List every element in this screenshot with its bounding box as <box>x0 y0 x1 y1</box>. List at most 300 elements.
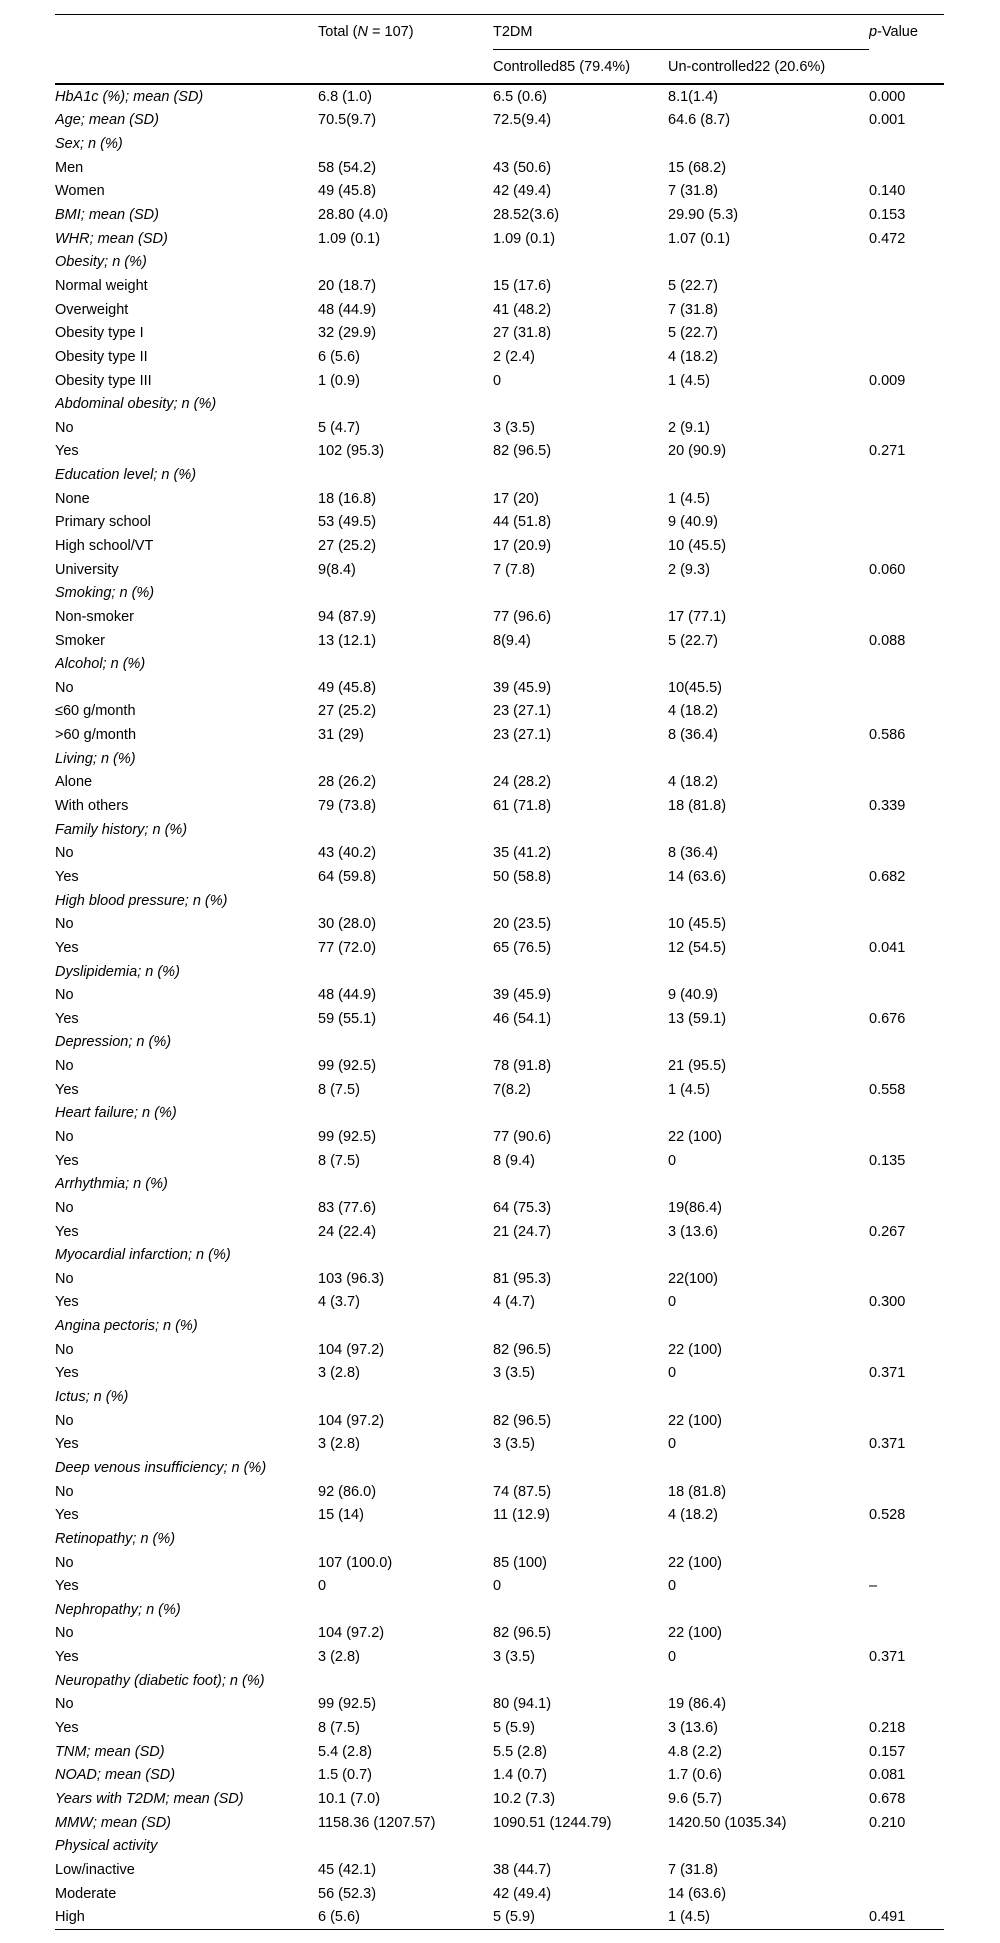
uncontrolled-cell: 1.7 (0.6) <box>668 1767 722 1784</box>
row-label: High blood pressure; n (%) <box>55 892 228 909</box>
controlled-cell: 20 (23.5) <box>493 916 552 933</box>
p-value-cell <box>869 1314 944 1338</box>
p-value-cell <box>869 1338 944 1362</box>
total-cell: 28.80 (4.0) <box>318 207 389 224</box>
table-row <box>55 889 944 913</box>
table-row <box>55 321 944 345</box>
table-row <box>55 1480 944 1504</box>
row-label: ≤60 g/month <box>55 703 136 720</box>
total-cell: 107 (100.0) <box>318 1554 393 1571</box>
controlled-cell: 46 (54.1) <box>493 1010 552 1027</box>
total-cell <box>318 1598 493 1622</box>
header-t2dm-group: T2DM <box>493 15 869 50</box>
table-row <box>55 723 944 747</box>
row-label: Obesity type III <box>55 372 152 389</box>
p-value-cell: – <box>869 1578 878 1595</box>
total-cell: 99 (92.5) <box>318 1058 377 1075</box>
table-row <box>55 345 944 369</box>
controlled-cell: 78 (91.8) <box>493 1058 552 1075</box>
row-label: Abdominal obesity; n (%) <box>55 396 217 413</box>
row-label: Yes <box>55 868 79 885</box>
p-value-cell: 0.682 <box>869 868 906 885</box>
uncontrolled-cell: 2 (9.1) <box>668 419 710 436</box>
total-cell: 31 (29) <box>318 727 364 744</box>
table-row <box>55 250 944 274</box>
uncontrolled-cell: 64.6 (8.7) <box>668 112 731 129</box>
table-row <box>55 1763 944 1787</box>
table-row <box>55 1078 944 1102</box>
p-value-cell <box>869 1409 944 1433</box>
p-value-cell: 0.210 <box>869 1814 906 1831</box>
table-row <box>55 1054 944 1078</box>
total-cell: 102 (95.3) <box>318 443 385 460</box>
table-row <box>55 1149 944 1173</box>
row-label: No <box>55 845 74 862</box>
p-value-cell <box>869 1125 944 1149</box>
row-label: No <box>55 1341 74 1358</box>
p-value-cell <box>869 1527 944 1551</box>
controlled-cell: 27 (31.8) <box>493 325 552 342</box>
controlled-cell <box>493 1031 668 1055</box>
uncontrolled-cell <box>668 1834 869 1858</box>
table-row <box>55 771 944 795</box>
total-cell: 92 (86.0) <box>318 1483 377 1500</box>
p-value-cell <box>869 250 944 274</box>
controlled-cell: 17 (20.9) <box>493 537 552 554</box>
table-row <box>55 1598 944 1622</box>
p-value-cell <box>869 1693 944 1717</box>
controlled-cell <box>493 1834 668 1858</box>
p-value-cell <box>869 1456 944 1480</box>
row-label: Moderate <box>55 1885 117 1902</box>
p-value-cell: 0.339 <box>869 798 906 815</box>
row-label: Angina pectoris; n (%) <box>55 1318 198 1335</box>
table-row <box>55 1551 944 1575</box>
p-value-cell <box>869 1267 944 1291</box>
total-cell <box>318 1031 493 1055</box>
p-value-cell <box>869 747 944 771</box>
table-row <box>55 983 944 1007</box>
controlled-cell: 50 (58.8) <box>493 868 552 885</box>
row-label: BMI; mean (SD) <box>55 207 159 224</box>
p-value-cell <box>869 889 944 913</box>
uncontrolled-cell: 12 (54.5) <box>668 939 727 956</box>
row-label: Obesity type I <box>55 325 144 342</box>
controlled-cell: 17 (20) <box>493 490 539 507</box>
total-cell: 9(8.4) <box>318 561 356 578</box>
row-label: Yes <box>55 1365 79 1382</box>
uncontrolled-cell: 3 (13.6) <box>668 1720 718 1737</box>
total-cell: 5.4 (2.8) <box>318 1743 372 1760</box>
total-cell <box>318 1527 493 1551</box>
controlled-cell <box>493 889 668 913</box>
controlled-cell: 5 (5.9) <box>493 1905 668 1929</box>
row-label: Age; mean (SD) <box>55 112 159 129</box>
row-label: Heart failure; n (%) <box>55 1105 177 1122</box>
table-row <box>55 487 944 511</box>
p-value-cell <box>869 1882 944 1906</box>
uncontrolled-cell: 14 (63.6) <box>668 868 727 885</box>
table-row <box>55 1125 944 1149</box>
uncontrolled-cell: 7 (31.8) <box>668 301 718 318</box>
row-label: No <box>55 1270 74 1287</box>
row-label: Myocardial infarction; n (%) <box>55 1247 231 1264</box>
uncontrolled-cell <box>668 1031 869 1055</box>
p-value-cell: 0.586 <box>869 727 906 744</box>
uncontrolled-cell: 17 (77.1) <box>668 608 727 625</box>
row-label: No <box>55 1696 74 1713</box>
controlled-cell: 5 (5.9) <box>493 1720 535 1737</box>
row-label: No <box>55 679 74 696</box>
row-label: >60 g/month <box>55 727 137 744</box>
row-label: Overweight <box>55 301 129 318</box>
total-cell: 94 (87.9) <box>318 608 377 625</box>
controlled-cell: 23 (27.1) <box>493 703 552 720</box>
p-value-cell <box>869 842 944 866</box>
controlled-cell: 72.5(9.4) <box>493 112 552 129</box>
table-row <box>55 1102 944 1126</box>
uncontrolled-cell: 22(100) <box>668 1270 718 1287</box>
p-value-cell <box>869 392 944 416</box>
controlled-cell: 1090.51 (1244.79) <box>493 1814 612 1831</box>
uncontrolled-cell <box>668 1102 869 1126</box>
table-row <box>55 1882 944 1906</box>
table-row <box>55 1007 944 1031</box>
uncontrolled-cell: 0 <box>668 1365 677 1382</box>
p-value-cell: 0.088 <box>869 632 906 649</box>
uncontrolled-cell: 22 (100) <box>668 1129 723 1145</box>
total-cell: 13 (12.1) <box>318 632 377 649</box>
table-row <box>55 511 944 535</box>
uncontrolled-cell: 21 (95.5) <box>668 1058 727 1075</box>
total-cell: 104 (97.2) <box>318 1341 385 1358</box>
p-value-cell: 0.009 <box>869 372 906 389</box>
uncontrolled-cell <box>668 1314 869 1338</box>
total-cell: 4 (3.7) <box>318 1294 360 1311</box>
uncontrolled-cell: 1 (4.5) <box>668 1905 869 1929</box>
p-value-cell: 0.678 <box>869 1790 906 1807</box>
table-row <box>55 865 944 889</box>
total-cell <box>318 1314 493 1338</box>
table-row <box>55 700 944 724</box>
table-row <box>55 156 944 180</box>
row-label: No <box>55 1483 74 1500</box>
header-row-1 <box>55 15 944 50</box>
controlled-cell <box>493 581 668 605</box>
header-total <box>318 15 493 50</box>
controlled-cell: 35 (41.2) <box>493 845 552 862</box>
p-value-cell <box>869 912 944 936</box>
p-value-cell: 0.371 <box>869 1365 906 1382</box>
controlled-cell <box>493 1527 668 1551</box>
uncontrolled-cell: 19 (86.4) <box>668 1696 727 1713</box>
controlled-cell: 82 (96.5) <box>493 1625 552 1642</box>
total-cell: 8 (7.5) <box>318 1720 360 1737</box>
row-label: Ictus; n (%) <box>55 1389 129 1406</box>
controlled-cell: 11 (12.9) <box>493 1507 550 1524</box>
uncontrolled-cell: 22 (100) <box>668 1554 723 1571</box>
p-value-cell <box>869 156 944 180</box>
row-label: Yes <box>55 1081 79 1098</box>
header-row-2 <box>55 50 944 85</box>
row-label: Retinopathy; n (%) <box>55 1530 176 1547</box>
row-label: Alone <box>55 774 93 791</box>
total-cell: 28 (26.2) <box>318 774 377 791</box>
table-row <box>55 534 944 558</box>
table-row <box>55 1527 944 1551</box>
table-row <box>55 203 944 227</box>
p-value-cell: 0.000 <box>869 88 906 105</box>
row-label: Sex; n (%) <box>55 136 123 153</box>
row-label: No <box>55 1554 74 1571</box>
uncontrolled-cell <box>668 960 869 984</box>
total-cell: 3 (2.8) <box>318 1365 360 1382</box>
table-row <box>55 440 944 464</box>
table-row <box>55 1811 944 1835</box>
p-value-cell: 0.472 <box>869 230 906 247</box>
row-label: Alcohol; n (%) <box>55 656 146 673</box>
row-label: Yes <box>55 1223 79 1240</box>
controlled-cell <box>493 1172 668 1196</box>
row-label: No <box>55 1199 74 1216</box>
p-value-cell <box>869 416 944 440</box>
p-value-cell <box>869 1834 944 1858</box>
uncontrolled-cell: 10 (45.5) <box>668 537 727 554</box>
total-cell <box>318 463 493 487</box>
table-row <box>55 1385 944 1409</box>
uncontrolled-cell <box>668 392 869 416</box>
table-row <box>55 1858 944 1882</box>
p-value-cell: 0.135 <box>869 1152 906 1169</box>
header-p-suffix: -Value <box>877 24 918 41</box>
header-p-prefix: p <box>869 24 878 41</box>
row-label: Dyslipidemia; n (%) <box>55 963 180 980</box>
controlled-cell: 41 (48.2) <box>493 301 552 318</box>
table-row <box>55 1220 944 1244</box>
uncontrolled-cell <box>668 1385 869 1409</box>
total-cell: 10.1 (7.0) <box>318 1790 381 1807</box>
controlled-cell <box>493 132 668 156</box>
p-value-cell <box>869 487 944 511</box>
total-cell: 20 (18.7) <box>318 277 377 294</box>
total-cell <box>318 250 493 274</box>
total-cell: 15 (14) <box>318 1507 364 1524</box>
total-cell <box>318 1834 493 1858</box>
total-cell <box>318 392 493 416</box>
characteristics-table <box>55 14 944 1930</box>
total-cell: 103 (96.3) <box>318 1270 385 1287</box>
header-blank <box>318 50 493 85</box>
total-cell <box>318 889 493 913</box>
total-cell <box>318 1669 493 1693</box>
uncontrolled-cell <box>668 818 869 842</box>
table-row <box>55 132 944 156</box>
p-value-cell: 0.060 <box>869 561 906 578</box>
row-label: Years with T2DM; mean (SD) <box>55 1790 244 1807</box>
controlled-cell <box>493 1385 668 1409</box>
p-value-cell <box>869 676 944 700</box>
uncontrolled-cell <box>668 747 869 771</box>
p-value-cell <box>869 1102 944 1126</box>
uncontrolled-cell: 8 (36.4) <box>668 727 718 744</box>
p-value-cell <box>869 274 944 298</box>
row-label: Yes <box>55 1294 79 1311</box>
controlled-cell: 42 (49.4) <box>493 183 552 200</box>
row-label: Yes <box>55 443 79 460</box>
p-value-cell: 0.001 <box>869 112 906 129</box>
row-label: With others <box>55 798 129 815</box>
p-value-cell <box>869 983 944 1007</box>
p-value-cell <box>869 534 944 558</box>
row-label: Non-smoker <box>55 608 134 625</box>
total-cell: 53 (49.5) <box>318 514 377 531</box>
p-value-cell <box>869 1196 944 1220</box>
row-label: No <box>55 1625 74 1642</box>
p-value-cell: 0.271 <box>869 443 906 460</box>
uncontrolled-cell: 2 (9.3) <box>668 561 710 578</box>
controlled-cell: 0 <box>493 1578 502 1595</box>
p-value-cell <box>869 1031 944 1055</box>
p-value-cell: 0.371 <box>869 1649 906 1666</box>
table-row <box>55 84 944 109</box>
total-cell: 49 (45.8) <box>318 183 377 200</box>
controlled-cell <box>493 463 668 487</box>
total-cell: 64 (59.8) <box>318 868 377 885</box>
controlled-cell: 64 (75.3) <box>493 1199 552 1216</box>
table-row <box>55 1740 944 1764</box>
p-value-cell: 0.218 <box>869 1720 906 1737</box>
row-label: No <box>55 1058 74 1075</box>
controlled-cell <box>493 1598 668 1622</box>
table-row <box>55 1314 944 1338</box>
controlled-cell <box>493 1243 668 1267</box>
p-value-cell <box>869 511 944 535</box>
p-value-cell <box>869 1858 944 1882</box>
row-label: Smoking; n (%) <box>55 585 155 602</box>
table-body <box>55 84 944 1929</box>
row-label: None <box>55 490 90 507</box>
p-value-cell <box>869 700 944 724</box>
controlled-cell: 3 (3.5) <box>493 1365 535 1382</box>
table-row <box>55 1669 944 1693</box>
uncontrolled-cell: 4 (18.2) <box>668 703 718 720</box>
row-label: Obesity type II <box>55 348 148 365</box>
p-value-cell <box>869 132 944 156</box>
total-cell: 99 (92.5) <box>318 1129 377 1145</box>
row-label: MMW; mean (SD) <box>55 1814 171 1831</box>
total-cell: 77 (72.0) <box>318 939 377 956</box>
controlled-cell: 24 (28.2) <box>493 774 552 791</box>
table-row <box>55 1622 944 1646</box>
row-label: Yes <box>55 1578 79 1595</box>
p-value-cell: 0.041 <box>869 939 906 956</box>
total-cell: 48 (44.9) <box>318 301 377 318</box>
table-row <box>55 1693 944 1717</box>
total-cell: 1158.36 (1207.57) <box>318 1814 436 1831</box>
controlled-cell <box>493 960 668 984</box>
uncontrolled-cell: 22 (100) <box>668 1625 723 1642</box>
total-cell: 1.5 (0.7) <box>318 1767 372 1784</box>
table-row <box>55 629 944 653</box>
uncontrolled-cell <box>668 1598 869 1622</box>
row-label: Yes <box>55 1152 79 1169</box>
p-value-cell <box>869 321 944 345</box>
header-blank <box>55 15 318 50</box>
table-row <box>55 912 944 936</box>
uncontrolled-cell: 8 (36.4) <box>668 845 718 862</box>
row-label: WHR; mean (SD) <box>55 230 168 247</box>
total-cell: 8 (7.5) <box>318 1081 360 1098</box>
row-label: HbA1c (%); mean (SD) <box>55 88 204 105</box>
total-cell: 79 (73.8) <box>318 798 377 815</box>
uncontrolled-cell: 15 (68.2) <box>668 159 727 176</box>
total-cell: 45 (42.1) <box>318 1861 377 1878</box>
uncontrolled-cell: 19(86.4) <box>668 1199 723 1216</box>
total-cell: 83 (77.6) <box>318 1199 377 1216</box>
controlled-cell: 74 (87.5) <box>493 1483 552 1500</box>
controlled-cell: 3 (3.5) <box>493 1436 535 1453</box>
table-row <box>55 1716 944 1740</box>
uncontrolled-cell: 7 (31.8) <box>668 1861 718 1878</box>
controlled-cell: 10.2 (7.3) <box>493 1790 556 1807</box>
uncontrolled-cell: 0 <box>668 1294 677 1311</box>
total-cell: 59 (55.1) <box>318 1010 377 1027</box>
controlled-cell: 43 (50.6) <box>493 159 552 176</box>
table-row <box>55 369 944 393</box>
controlled-cell: 82 (96.5) <box>493 1412 552 1429</box>
row-label: Depression; n (%) <box>55 1034 172 1051</box>
p-value-cell <box>869 1551 944 1575</box>
header-total-n: N <box>357 24 368 41</box>
uncontrolled-cell <box>668 652 869 676</box>
p-value-cell <box>869 1243 944 1267</box>
controlled-cell: 1.4 (0.7) <box>493 1767 547 1784</box>
controlled-cell: 4 (4.7) <box>493 1294 535 1311</box>
uncontrolled-cell <box>668 581 869 605</box>
p-value-cell <box>869 298 944 322</box>
table-row <box>55 1574 944 1598</box>
uncontrolled-cell <box>668 1456 869 1480</box>
uncontrolled-cell: 22 (100) <box>668 1412 723 1429</box>
row-label: Primary school <box>55 514 151 531</box>
header-total-suffix: = 107) <box>367 24 414 41</box>
table-row <box>55 794 944 818</box>
total-cell <box>318 747 493 771</box>
header-blank <box>869 50 944 85</box>
uncontrolled-cell: 0 <box>668 1649 677 1666</box>
header-uncontrolled: Un-controlled22 (20.6%) <box>668 50 869 85</box>
row-label: NOAD; mean (SD) <box>55 1767 176 1784</box>
row-label: Neuropathy (diabetic foot); n (%) <box>55 1672 265 1689</box>
total-cell <box>318 818 493 842</box>
uncontrolled-cell <box>668 889 869 913</box>
controlled-cell <box>493 652 668 676</box>
table-row <box>55 227 944 251</box>
total-cell: 1.09 (0.1) <box>318 230 381 247</box>
row-label: Yes <box>55 1507 79 1524</box>
uncontrolled-cell: 1.07 (0.1) <box>668 230 731 247</box>
p-value-cell <box>869 1054 944 1078</box>
table-row <box>55 1433 944 1457</box>
controlled-cell: 81 (95.3) <box>493 1270 552 1287</box>
table-row <box>55 936 944 960</box>
table-row <box>55 1267 944 1291</box>
p-value-cell <box>869 818 944 842</box>
total-cell: 27 (25.2) <box>318 537 377 554</box>
uncontrolled-cell: 5 (22.7) <box>668 632 718 649</box>
controlled-cell: 39 (45.9) <box>493 679 552 696</box>
controlled-cell: 8(9.4) <box>493 632 531 649</box>
